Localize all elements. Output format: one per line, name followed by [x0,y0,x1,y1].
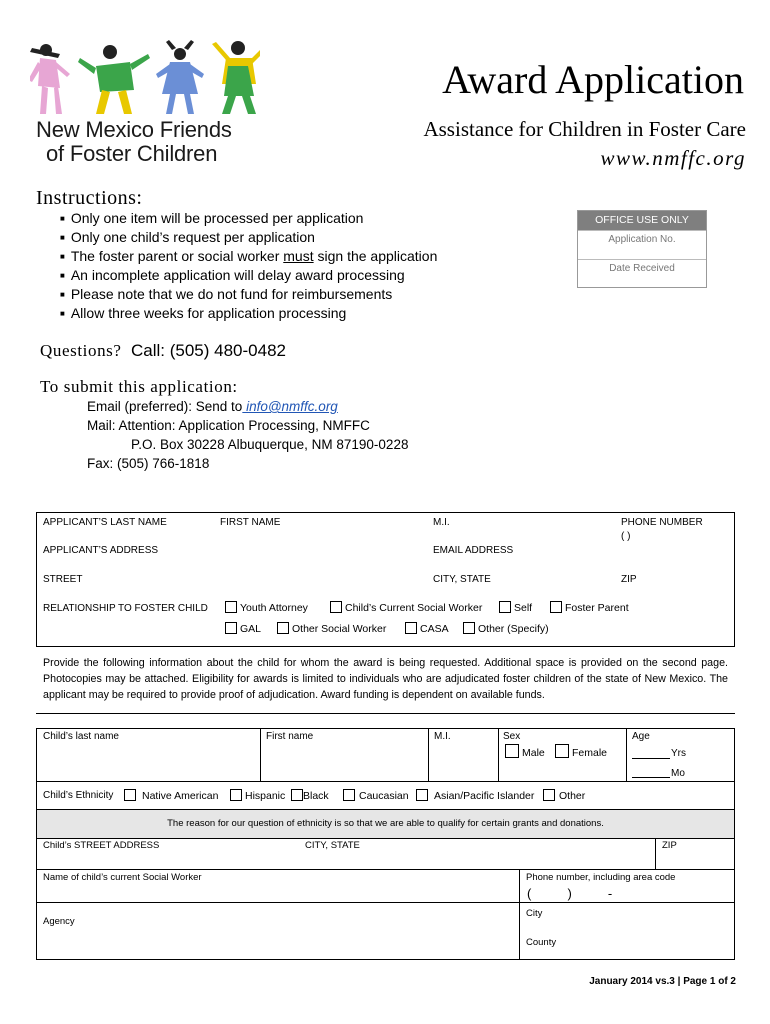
divider [519,869,520,960]
social-worker-label: Name of child’s current Social Worker [43,872,202,883]
questions-label: Questions? [40,341,122,360]
option-label: Male [522,747,545,759]
submit-email-line [87,399,338,414]
page-subtitle: Assistance for Children in Foster Care [423,117,746,141]
option-label: Female [572,747,608,759]
checkbox[interactable] [291,789,303,801]
questions-line [40,341,286,361]
age-months-label: Mo [671,768,685,779]
sex-female-option[interactable] [555,744,607,759]
social-worker-phone-label: Phone number, including area code [526,872,676,883]
ethnicity-black[interactable] [291,789,329,802]
applicant-city-state-label: CITY, STATE [433,574,491,585]
child-city-state-label: CITY, STATE [305,840,360,851]
divider [36,902,735,903]
submit-address-line: P.O. Box 30228 Albuquerque, NM 87190-0228 [131,437,409,452]
checkbox[interactable] [277,622,289,634]
ethnicity-native-american[interactable] [124,789,218,802]
option-label: Child’s Current Social Worker [345,602,483,614]
instructions-list [60,209,437,323]
instruction-emphasis: must [283,248,314,264]
option-foster-parent[interactable] [550,601,629,614]
checkbox[interactable] [225,622,237,634]
divider [260,728,261,781]
child-age-label: Age [632,731,650,742]
checkbox[interactable] [550,601,562,613]
page-title: Award Application [442,57,744,102]
instruction-item: ■ Only one item will be processed per application [60,209,437,228]
option-youth-attorney[interactable] [225,601,308,614]
relationship-label: RELATIONSHIP TO FOSTER CHILD [43,603,208,614]
divider [36,713,735,714]
divider [36,838,735,839]
option-label: Other (Specify) [478,623,549,635]
option-label: Hispanic [245,790,286,802]
divider [626,728,627,781]
ethnicity-other[interactable] [543,789,585,802]
agency-city-label: City [526,908,543,919]
email-label: Email (preferred): Send to [87,399,243,414]
instruction-item: ■ Allow three weeks for application processing [60,304,437,323]
applicant-first-name-label: FIRST NAME [220,517,281,528]
option-label: Youth Attorney [240,602,308,614]
logo-children-icon [30,40,260,118]
questions-phone: Call: (505) 480-0482 [131,341,286,360]
office-use-box [577,210,707,288]
option-label: Other Social Worker [292,623,387,635]
option-label: CASA [420,623,449,635]
option-label: Asian/Pacific Islander [434,790,535,802]
age-years-line[interactable] [632,758,670,759]
child-ethnicity-label: Child’s Ethnicity [43,790,114,801]
checkbox[interactable] [405,622,417,634]
logo-text-line1: New Mexico Friends [36,117,232,142]
checkbox[interactable] [225,601,237,613]
child-last-name-label: Child’s last name [43,731,119,742]
divider [655,838,656,869]
option-label: Caucasian [359,790,409,802]
checkbox[interactable] [343,789,355,801]
applicant-phone-paren[interactable]: ( ) [621,531,631,542]
age-months-line[interactable] [632,777,670,778]
logo-text-line2: of Foster Children [46,141,218,166]
age-years-label: Yrs [671,748,686,759]
option-label: Self [514,602,533,614]
child-street-label: Child’s STREET ADDRESS [43,840,160,851]
option-label: GAL [240,623,262,635]
checkbox[interactable] [416,789,428,801]
application-number-field: Application No. [578,230,706,259]
social-worker-phone-field[interactable]: ( ) - [527,886,613,901]
office-use-heading: OFFICE USE ONLY [578,211,706,230]
instruction-item: ■ Please note that we do not fund for reimbursements [60,285,437,304]
instruction-item: ■ An incomplete application will delay award processing [60,266,437,285]
divider [36,869,735,870]
submit-mail-line: Mail: Attention: Application Processing, NMFFC [87,418,370,433]
instruction-text: sign the application [313,248,438,264]
instruction-item: ■ Only one child’s request per application [60,228,437,247]
option-other-social-worker[interactable] [277,622,386,635]
applicant-zip-label: ZIP [621,574,637,585]
submit-heading: To submit this application: [40,377,238,396]
checkbox[interactable] [505,744,519,758]
agency-county-label: County [526,937,557,948]
applicant-email-label: EMAIL ADDRESS [433,545,514,556]
checkbox[interactable] [124,789,136,801]
info-paragraph: Provide the following information about the child for whom the award is being requested. Additional space is provided on the second page. Photocopies may be attached. Eligibility for awards is limited to individuals who are adjudicated foster children of the state of New Mexico. The applicant may be required to provide proof of adjudication. Award funding is dependent on available funds. [43,657,728,701]
applicant-mi-label: M.I. [433,517,450,528]
applicant-last-name-label: APPLICANT’S LAST NAME [43,517,167,528]
applicant-phone-label: PHONE NUMBER [621,517,703,528]
checkbox[interactable] [555,744,569,758]
date-received-field: Date Received [578,259,706,288]
applicant-address-label: APPLICANT’S ADDRESS [43,545,159,556]
ethnicity-hispanic[interactable] [230,789,285,802]
ethnicity-caucasian[interactable] [343,789,409,802]
instruction-text: The foster parent or social worker [70,248,284,264]
website-url[interactable]: www.nmffc.org [600,146,746,170]
ethnicity-note: The reason for our question of ethnicity is so that we are able to qualify for certain grants and donations. [167,818,604,829]
checkbox[interactable] [463,622,475,634]
option-label: Foster Parent [565,602,629,614]
child-zip-label: ZIP [662,840,677,851]
checkbox[interactable] [543,789,555,801]
email-link[interactable]: info@nmffc.org [242,399,338,414]
option-gal[interactable] [225,622,261,635]
agency-label: Agency [43,916,75,927]
checkbox[interactable] [330,601,342,613]
option-other-specify[interactable] [463,622,549,635]
option-self[interactable] [499,601,532,614]
ethnicity-asian-pacific[interactable] [416,789,534,802]
child-sex-label: Sex [503,731,521,742]
checkbox[interactable] [499,601,511,613]
option-social-worker[interactable] [330,601,482,614]
child-mi-label: M.I. [434,731,451,742]
option-label: Black [303,790,329,802]
divider [428,728,429,781]
instructions-heading: Instructions: [36,187,143,209]
option-label: Native American [142,790,219,802]
checkbox[interactable] [230,789,242,801]
child-first-name-label: First name [266,731,314,742]
option-label: Other [559,790,586,802]
instruction-item [60,247,437,266]
divider [36,781,735,782]
applicant-street-label: STREET [43,574,83,585]
sex-male-option[interactable] [505,744,545,759]
submit-fax-line: Fax: (505) 766-1818 [87,456,210,471]
page-footer: January 2014 vs.3 | Page 1 of 2 [589,976,736,987]
option-casa[interactable] [405,622,449,635]
divider [498,728,499,781]
